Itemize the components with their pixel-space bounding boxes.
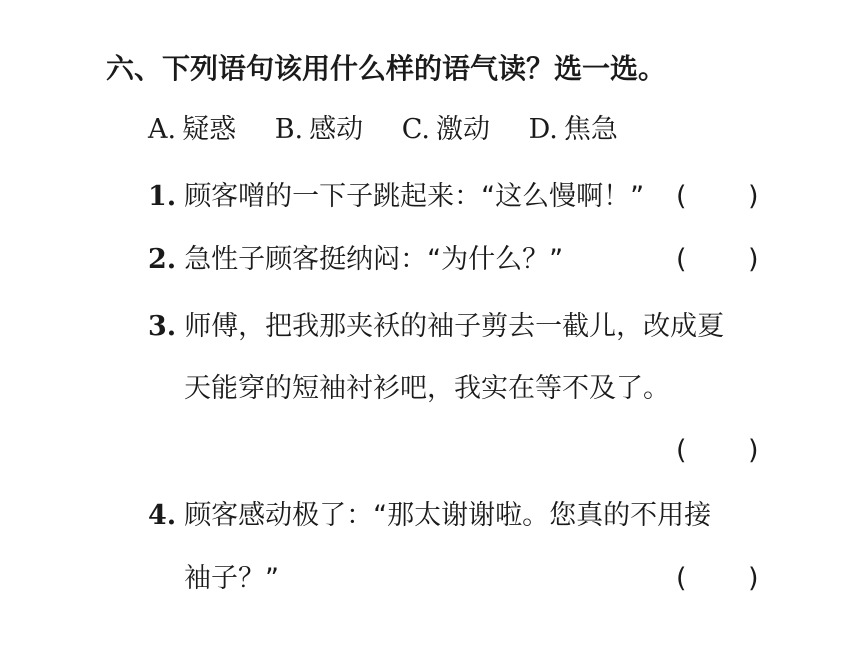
close-paren: ): [748, 563, 759, 594]
option-a: [148, 113, 236, 147]
question-text: 师傅，把我那夹袄的袖子剪去一截儿，改成夏: [184, 311, 725, 342]
open-paren: (: [676, 244, 687, 275]
question-text: 急性子顾客挺纳闷：“为什么？”: [184, 244, 564, 275]
option-text: 焦急: [563, 114, 618, 145]
option-text: 感动: [309, 114, 364, 145]
question-4-line-2: 袖子？”: [184, 563, 279, 594]
question-text: 顾客噌的一下子跳起来：“这么慢啊！”: [184, 181, 645, 212]
question-4: [148, 499, 711, 533]
question-text: 顾客感动极了：“那太谢谢啦。您真的不用接: [184, 500, 712, 531]
option-letter: A.: [148, 114, 177, 145]
question-1: [148, 180, 644, 214]
question-number: 2.: [148, 244, 177, 275]
option-text: 激动: [436, 114, 490, 145]
options-row: [148, 113, 648, 147]
option-letter: C.: [401, 114, 430, 145]
open-paren: (: [676, 435, 687, 466]
section-title: 六、下列语句该用什么样的语气读？选一选。: [106, 52, 667, 85]
close-paren: ): [748, 435, 759, 466]
question-2: [148, 243, 563, 277]
option-d: [529, 113, 618, 147]
option-letter: D.: [528, 114, 558, 145]
option-c: [402, 113, 490, 147]
open-paren: (: [676, 181, 687, 212]
open-paren: (: [676, 563, 687, 594]
close-paren: ): [748, 244, 759, 275]
close-paren: ): [748, 181, 759, 212]
option-text: 疑惑: [182, 114, 237, 145]
question-3-line-2: 天能穿的短袖衬衫吧，我实在等不及了。: [184, 373, 670, 404]
question-number: 3.: [148, 311, 177, 342]
question-number: 1.: [148, 181, 177, 212]
option-b: [275, 113, 363, 147]
option-letter: B.: [274, 114, 304, 145]
question-number: 4.: [148, 500, 177, 531]
question-3: [148, 310, 724, 344]
